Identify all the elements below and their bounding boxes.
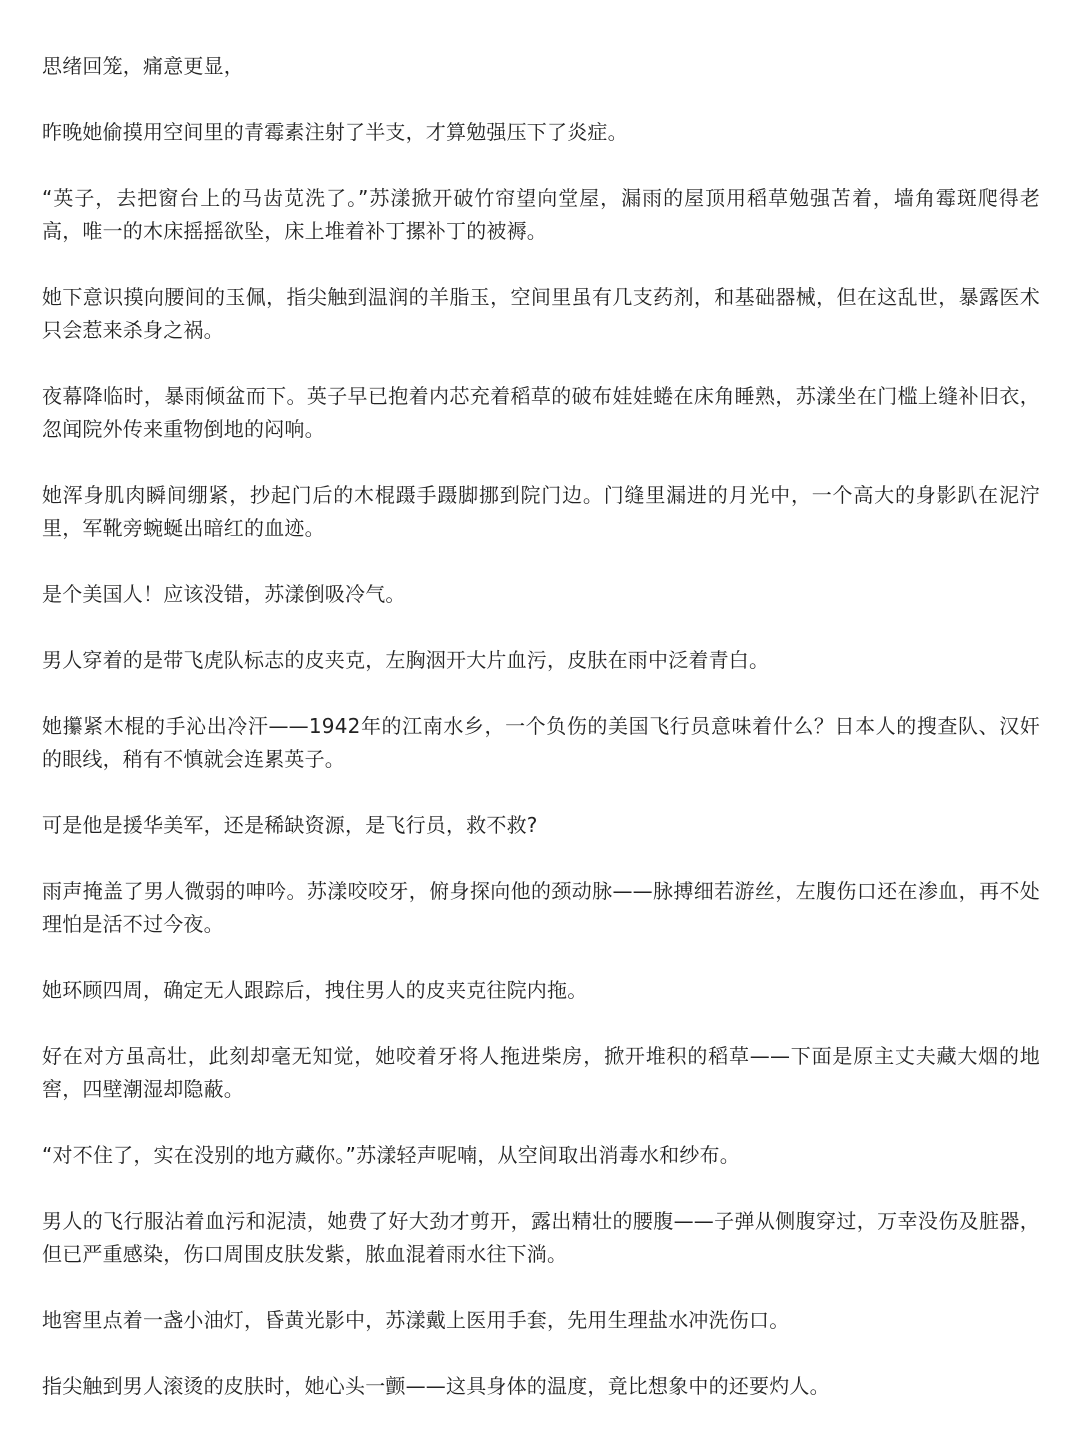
paragraph-5: 夜幕降临时，暴雨倾盆而下。英子早已抱着内芯充着稻草的破布娃娃蜷在床角睡熟，苏漾坐在门槛上缝补旧衣，忽闻院外传来重物倒地的闷响。 — [42, 384, 1040, 441]
paragraph-17: 指尖触到男人滚烫的皮肤时，她心头一颤——这具身体的温度，竟比想象中的还要灼人。 — [42, 1374, 830, 1398]
paragraph-8: 男人穿着的是带飞虎队标志的皮夹克，左胸洇开大片血污，皮肤在雨中泛着青白。 — [42, 648, 770, 672]
paragraph-7: 是个美国人！应该没错，苏漾倒吸冷气。 — [42, 582, 406, 606]
paragraph-15: 男人的飞行服沾着血污和泥渍，她费了好大劲才剪开，露出精壮的腰腹——子弹从侧腹穿过，万幸没伤及脏器，但已严重感染，伤口周围皮肤发紫，脓血混着雨水往下淌。 — [42, 1209, 1040, 1266]
paragraph-2: 昨晚她偷摸用空间里的青霉素注射了半支，才算勉强压下了炎症。 — [42, 120, 628, 144]
paragraph-11: 雨声掩盖了男人微弱的呻吟。苏漾咬咬牙，俯身探向他的颈动脉——脉搏细若游丝，左腹伤口还在渗血，再不处理怕是活不过今夜。 — [42, 879, 1040, 936]
paragraph-12: 她环顾四周，确定无人跟踪后，拽住男人的皮夹克往院内拖。 — [42, 978, 588, 1002]
paragraph-6: 她浑身肌肉瞬间绷紧，抄起门后的木棍蹑手蹑脚挪到院门边。门缝里漏进的月光中，一个高大的身影趴在泥泞里，军靴旁蜿蜒出暗红的血迹。 — [42, 483, 1040, 540]
paragraph-1: 思绪回笼，痛意更显， — [42, 54, 244, 78]
paragraph-16: 地窖里点着一盏小油灯，昏黄光影中，苏漾戴上医用手套，先用生理盐水冲洗伤口。 — [42, 1308, 790, 1332]
paragraph-4: 她下意识摸向腰间的玉佩，指尖触到温润的羊脂玉，空间里虽有几支药剂，和基础器械，但在这乱世，暴露医术只会惹来杀身之祸。 — [42, 285, 1040, 342]
paragraph-13: 好在对方虽高壮，此刻却毫无知觉，她咬着牙将人拖进柴房，掀开堆积的稻草——下面是原主丈夫藏大烟的地窖，四壁潮湿却隐蔽。 — [42, 1044, 1040, 1101]
article-body — [42, 50, 1040, 1403]
paragraph-10: 可是他是援华美军，还是稀缺资源，是飞行员，救不救? — [42, 813, 538, 837]
paragraph-3: “英子，去把窗台上的马齿苋洗了。”苏漾掀开破竹帘望向堂屋，漏雨的屋顶用稻草勉强苫着，墙角霉斑爬得老高，唯一的木床摇摇欲坠，床上堆着补丁摞补丁的被褥。 — [42, 186, 1040, 243]
paragraph-9: 她攥紧木棍的手沁出冷汗——1942年的江南水乡，一个负伤的美国飞行员意味着什么？日本人的搜查队、汉奸的眼线，稍有不慎就会连累英子。 — [42, 714, 1040, 771]
paragraph-14: “对不住了，实在没别的地方藏你。”苏漾轻声呢喃，从空间取出消毒水和纱布。 — [42, 1143, 740, 1167]
